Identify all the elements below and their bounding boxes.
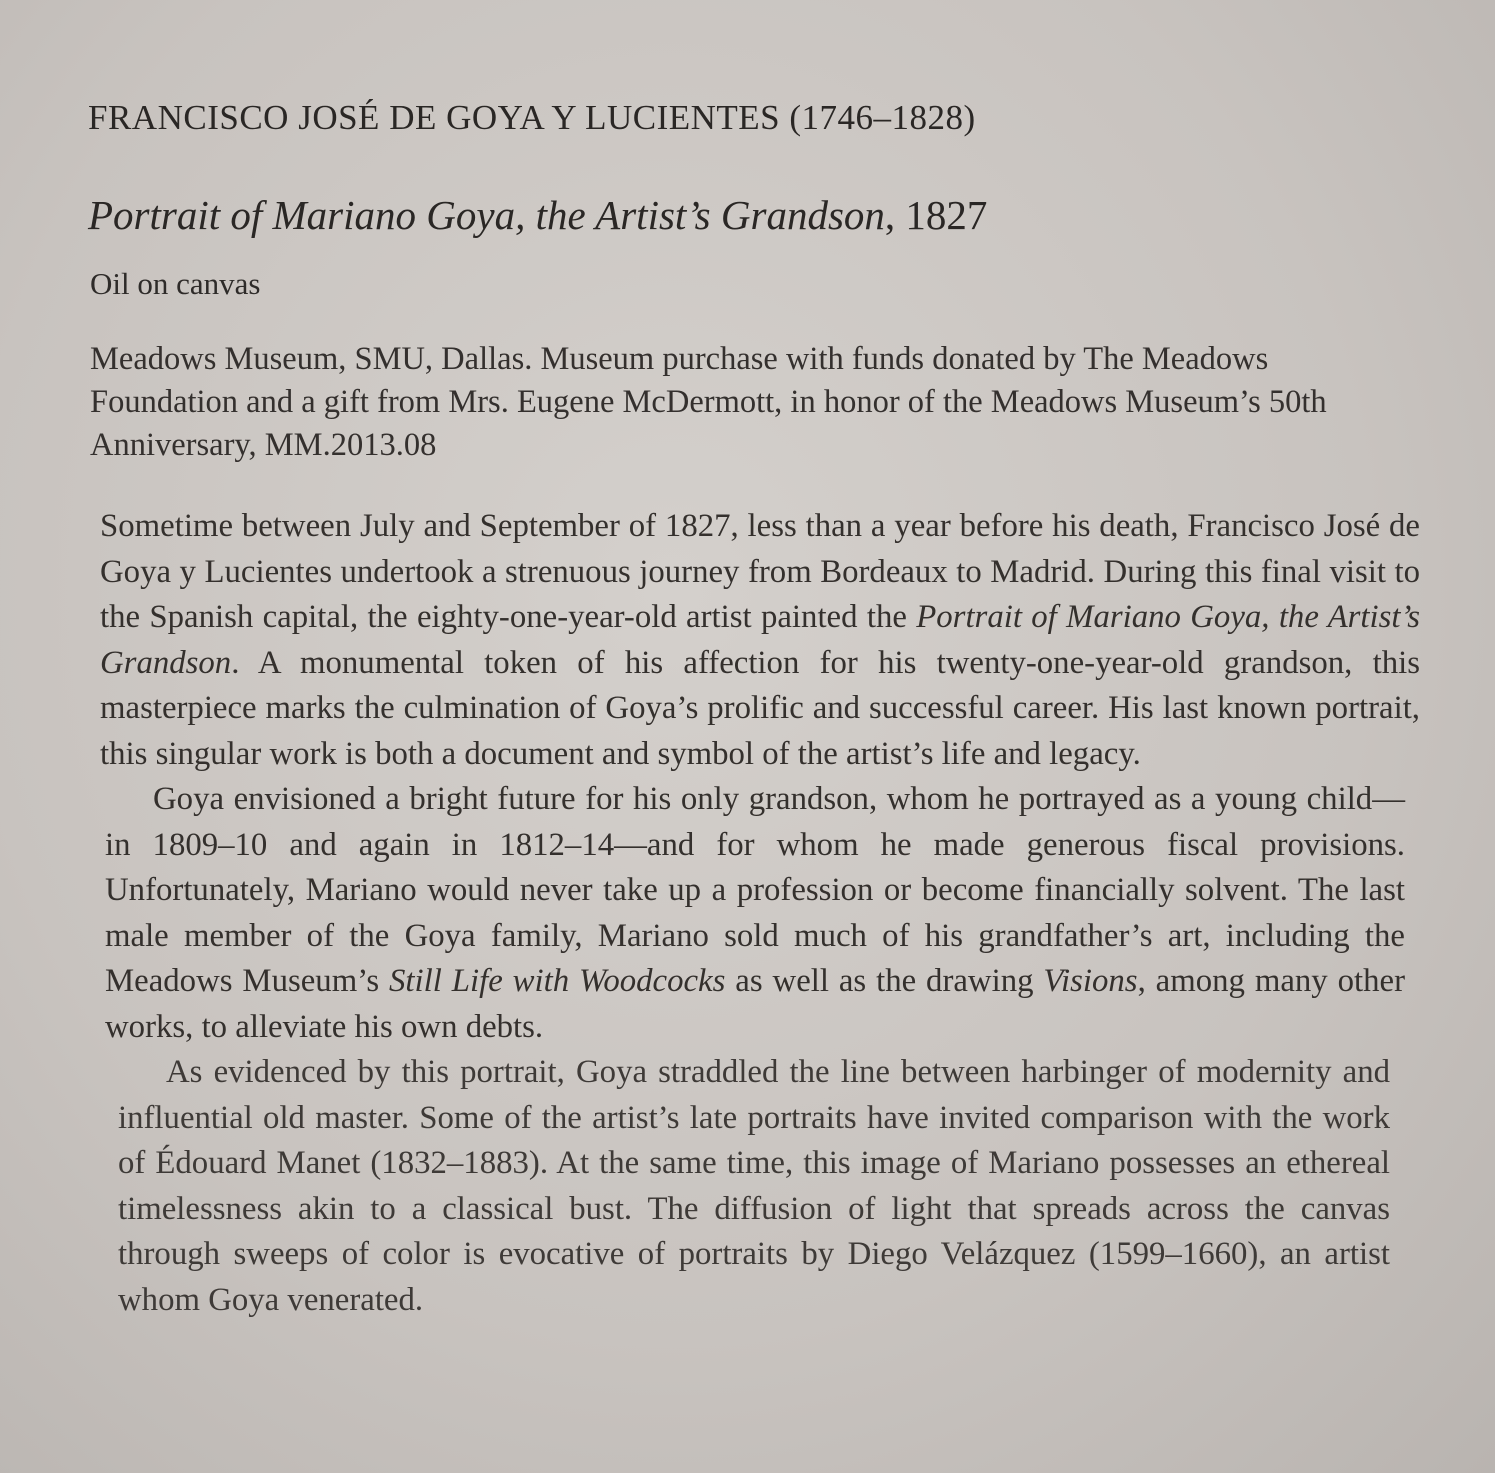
artist-heading: FRANCISCO JOSÉ DE GOYA Y LUCIENTES (1746–1828) [88,98,976,137]
paragraph-2-text-a: Goya envisioned a bright future for his only grandson, whom he portrayed as a young child—in 1809–10 and again in 1812–14—and for whom he made generous fiscal provisions. Unfortunately, Mariano would never take up a profession or become financially solvent. The last male member of the Goya family, Mariano sold much of his grandfather’s art, including the Meadows Museum’s [105,781,1405,999]
label-body-text [100,504,1420,1323]
artwork-title: Portrait of Mariano Goya, the Artist’s Grandson [88,192,885,238]
paragraph-1-text-a: Sometime between July and September of 1827, less than a year before his death, Francisco José de Goya y Lucientes undertook a strenuous journey from Bordeaux to Madrid. During this final visit to the Spanish capital, the eighty-one-year-old artist painted the [100,508,1420,635]
artwork-medium: Oil on canvas [90,266,261,301]
paragraph-1 [100,504,1420,777]
artwork-year: , 1827 [884,192,988,238]
paragraph-2-text-b: as well as the drawing [725,963,1044,999]
paragraph-2-artwork-visions: Visions [1043,963,1138,999]
paragraph-3: As evidenced by this portrait, Goya straddled the line between harbinger of modernity and influential old master. Some of the artist’s late portraits have invited comparison with the work of Édouard Manet (1832–1883). At the same time, this image of Mariano possesses an ethereal timelessness akin to a classical bust. The diffusion of light that spreads across the canvas through sweeps of color is evocative of portraits by Diego Velázquez (1599–1660), an artist whom Goya venerated. [118,1054,1390,1318]
credit-line: Meadows Museum, SMU, Dallas. Museum purchase with funds donated by The Meadows Foundation and a gift from Mrs. Eugene McDermott, in honor of the Meadows Museum’s 50th Anniversary, MM.2013.08 [90,341,1327,463]
paragraph-2-text-c: , among many other works, to alleviate his own debts. [105,963,1405,1045]
paragraph-2 [105,777,1405,1050]
artwork-title-line [88,190,1238,240]
paragraph-1-artwork-title: Portrait of Mariano Goya, the Artist’s Grandson [100,599,1420,681]
paragraph-1-text-b: . A monumental token of his affection for his twenty-one-year-old grandson, this masterpiece marks the culmination of Goya’s prolific and successful career. His last known portrait, this singular work is both a document and symbol of the artist’s life and legacy. [100,644,1420,772]
paragraph-2-artwork-still-life: Still Life with Woodcocks [388,963,726,999]
